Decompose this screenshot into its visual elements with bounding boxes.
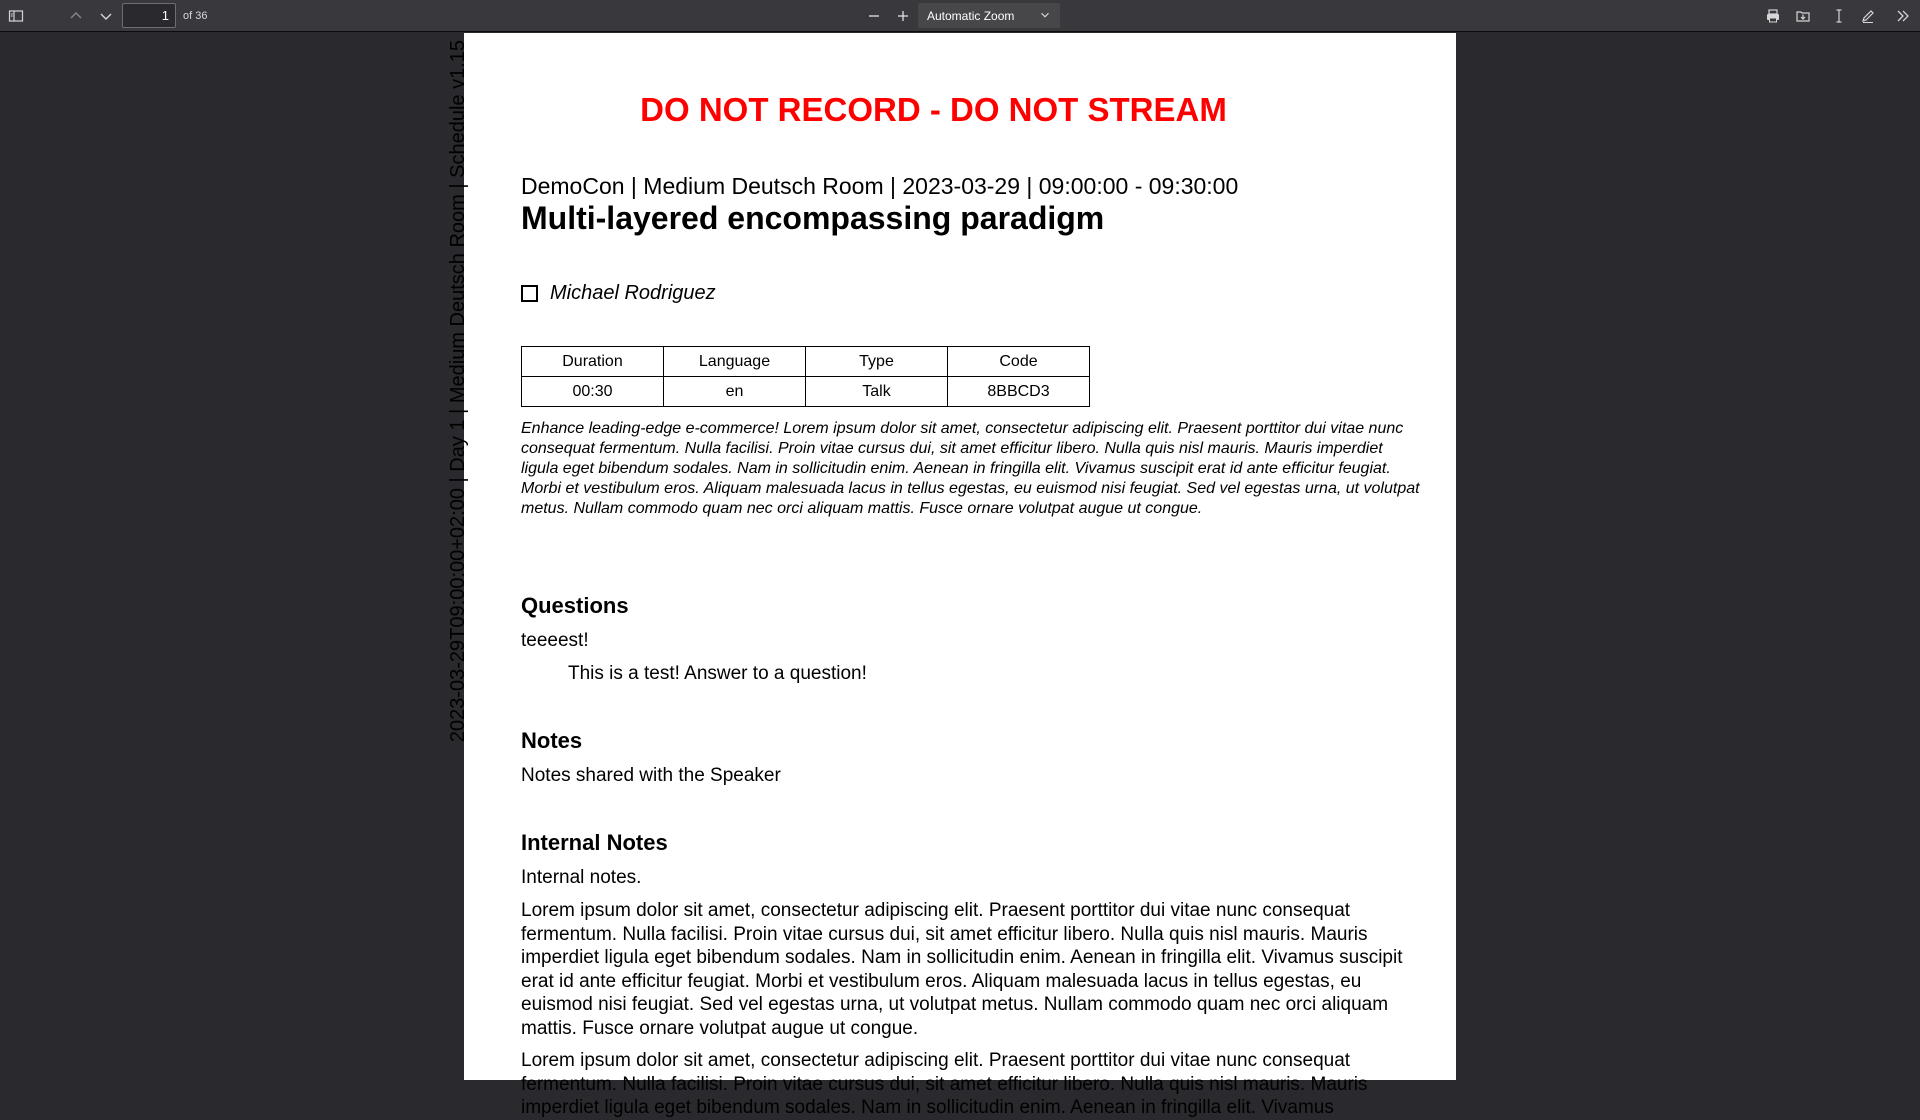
answer-text: This is a test! Answer to a question!	[568, 663, 867, 684]
save-icon[interactable]	[1791, 4, 1815, 28]
table-cell: Talk	[806, 377, 948, 407]
next-page-icon[interactable]	[94, 4, 118, 28]
notes-heading: Notes	[521, 728, 583, 753]
zoom-select[interactable]	[918, 3, 1060, 28]
internal-notes-text: Internal notes.	[521, 867, 642, 888]
speaker-row	[521, 282, 716, 305]
print-icon[interactable]	[1761, 4, 1785, 28]
draw-tool-icon[interactable]	[1856, 4, 1880, 28]
table-header: Duration	[522, 347, 664, 377]
table-cell: 8BBCD3	[948, 377, 1090, 407]
page-number-input[interactable]: 1	[122, 3, 176, 28]
page-count-label: of 36	[183, 10, 208, 22]
previous-page-icon[interactable]	[64, 4, 88, 28]
document-page	[447, 33, 1456, 1118]
zoom-in-icon[interactable]	[891, 4, 915, 28]
internal-notes-heading: Internal Notes	[521, 830, 668, 855]
text-tool-icon[interactable]	[1827, 4, 1851, 28]
table-header: Language	[664, 347, 806, 377]
chevron-down-icon	[1038, 8, 1052, 25]
zoom-select-value: Automatic Zoom	[927, 9, 1015, 23]
internal-notes-paragraph: Lorem ipsum dolor sit amet, consectetur adipiscing elit. Praesent porttitor dui vitae nunc consequat fermentum. Nulla facilisi. Proin vitae cursus dui, sit amet efficitur libero. Nulla quis nisl mauris. Mauris imperdiet ligula eget bibendum sodales. Nam in sollicitudin enim. Aenean in fringilla elit. Vivamus suscipit erat id ante efficitur feugiat. Morbi et vestibulum eros. Aliquam malesuada lacus in tellus egestas, eu euismod nisi feugiat. Sed vel egestas urna, ut volutpat metus. Nullam commodo quam nec orci aliquam mattis. Fusce ornare volutpat augue ut congue.	[521, 900, 1403, 1039]
recording-warning: DO NOT RECORD - DO NOT STREAM	[640, 91, 1227, 128]
questions-heading: Questions	[521, 593, 629, 618]
table-header-row	[522, 347, 1090, 377]
session-meta: DemoCon | Medium Deutsch Room | 2023-03-29 | 09:00:00 - 09:30:00	[521, 173, 1239, 199]
session-title: Multi-layered encompassing paradigm	[521, 200, 1105, 236]
session-info-table	[521, 346, 1090, 407]
speaker-name: Michael Rodriguez	[550, 282, 716, 304]
zoom-out-icon[interactable]	[862, 4, 886, 28]
table-header: Code	[948, 347, 1090, 377]
pdf-toolbar	[0, 0, 1920, 32]
table-cell: 00:30	[522, 377, 664, 407]
table-cell: en	[664, 377, 806, 407]
table-header: Type	[806, 347, 948, 377]
internal-notes-paragraph: Lorem ipsum dolor sit amet, consectetur adipiscing elit. Praesent porttitor dui vitae nunc consequat fermentum. Nulla facilisi. Proin vitae cursus dui, sit amet efficitur libero. Nulla quis nisl mauris. Mauris imperdiet ligula eget bibendum sodales. Nam in sollicitudin enim. Aenean in fringilla elit. Vivamus	[521, 1050, 1368, 1118]
sidebar-toggle-icon[interactable]	[4, 4, 28, 28]
tools-menu-icon[interactable]	[1891, 4, 1915, 28]
question-text: teeeest!	[521, 630, 589, 651]
session-abstract: Enhance leading-edge e-commerce! Lorem ipsum dolor sit amet, consectetur adipiscing elit. Praesent porttitor dui vitae nunc consequat fermentum. Nulla facilisi. Proin vitae cursus dui, sit amet efficitur libero. Nulla quis nisl mauris. Mauris imperdiet ligula eget bibendum sodales. Nam in sollicitudin enim. Aenean in fringilla elit. Vivamus suscipit erat id ante efficitur feugiat. Morbi et vestibulum eros. Aliquam malesuada lacus in tellus egestas, eu euismod nisi feugiat. Sed vel egestas urna, ut volutpat metus. Nullam commodo quam nec orci aliquam mattis. Fusce ornare volutpat augue ut congue.	[521, 420, 1420, 517]
speaker-checkbox[interactable]	[521, 285, 538, 302]
table-row	[522, 377, 1090, 407]
notes-text: Notes shared with the Speaker	[521, 765, 781, 786]
schedule-side-label: 2023-03-29T09:00:00+02:00 | Day 1 | Medium Deutsch Room | Schedule v1.15	[447, 40, 469, 743]
